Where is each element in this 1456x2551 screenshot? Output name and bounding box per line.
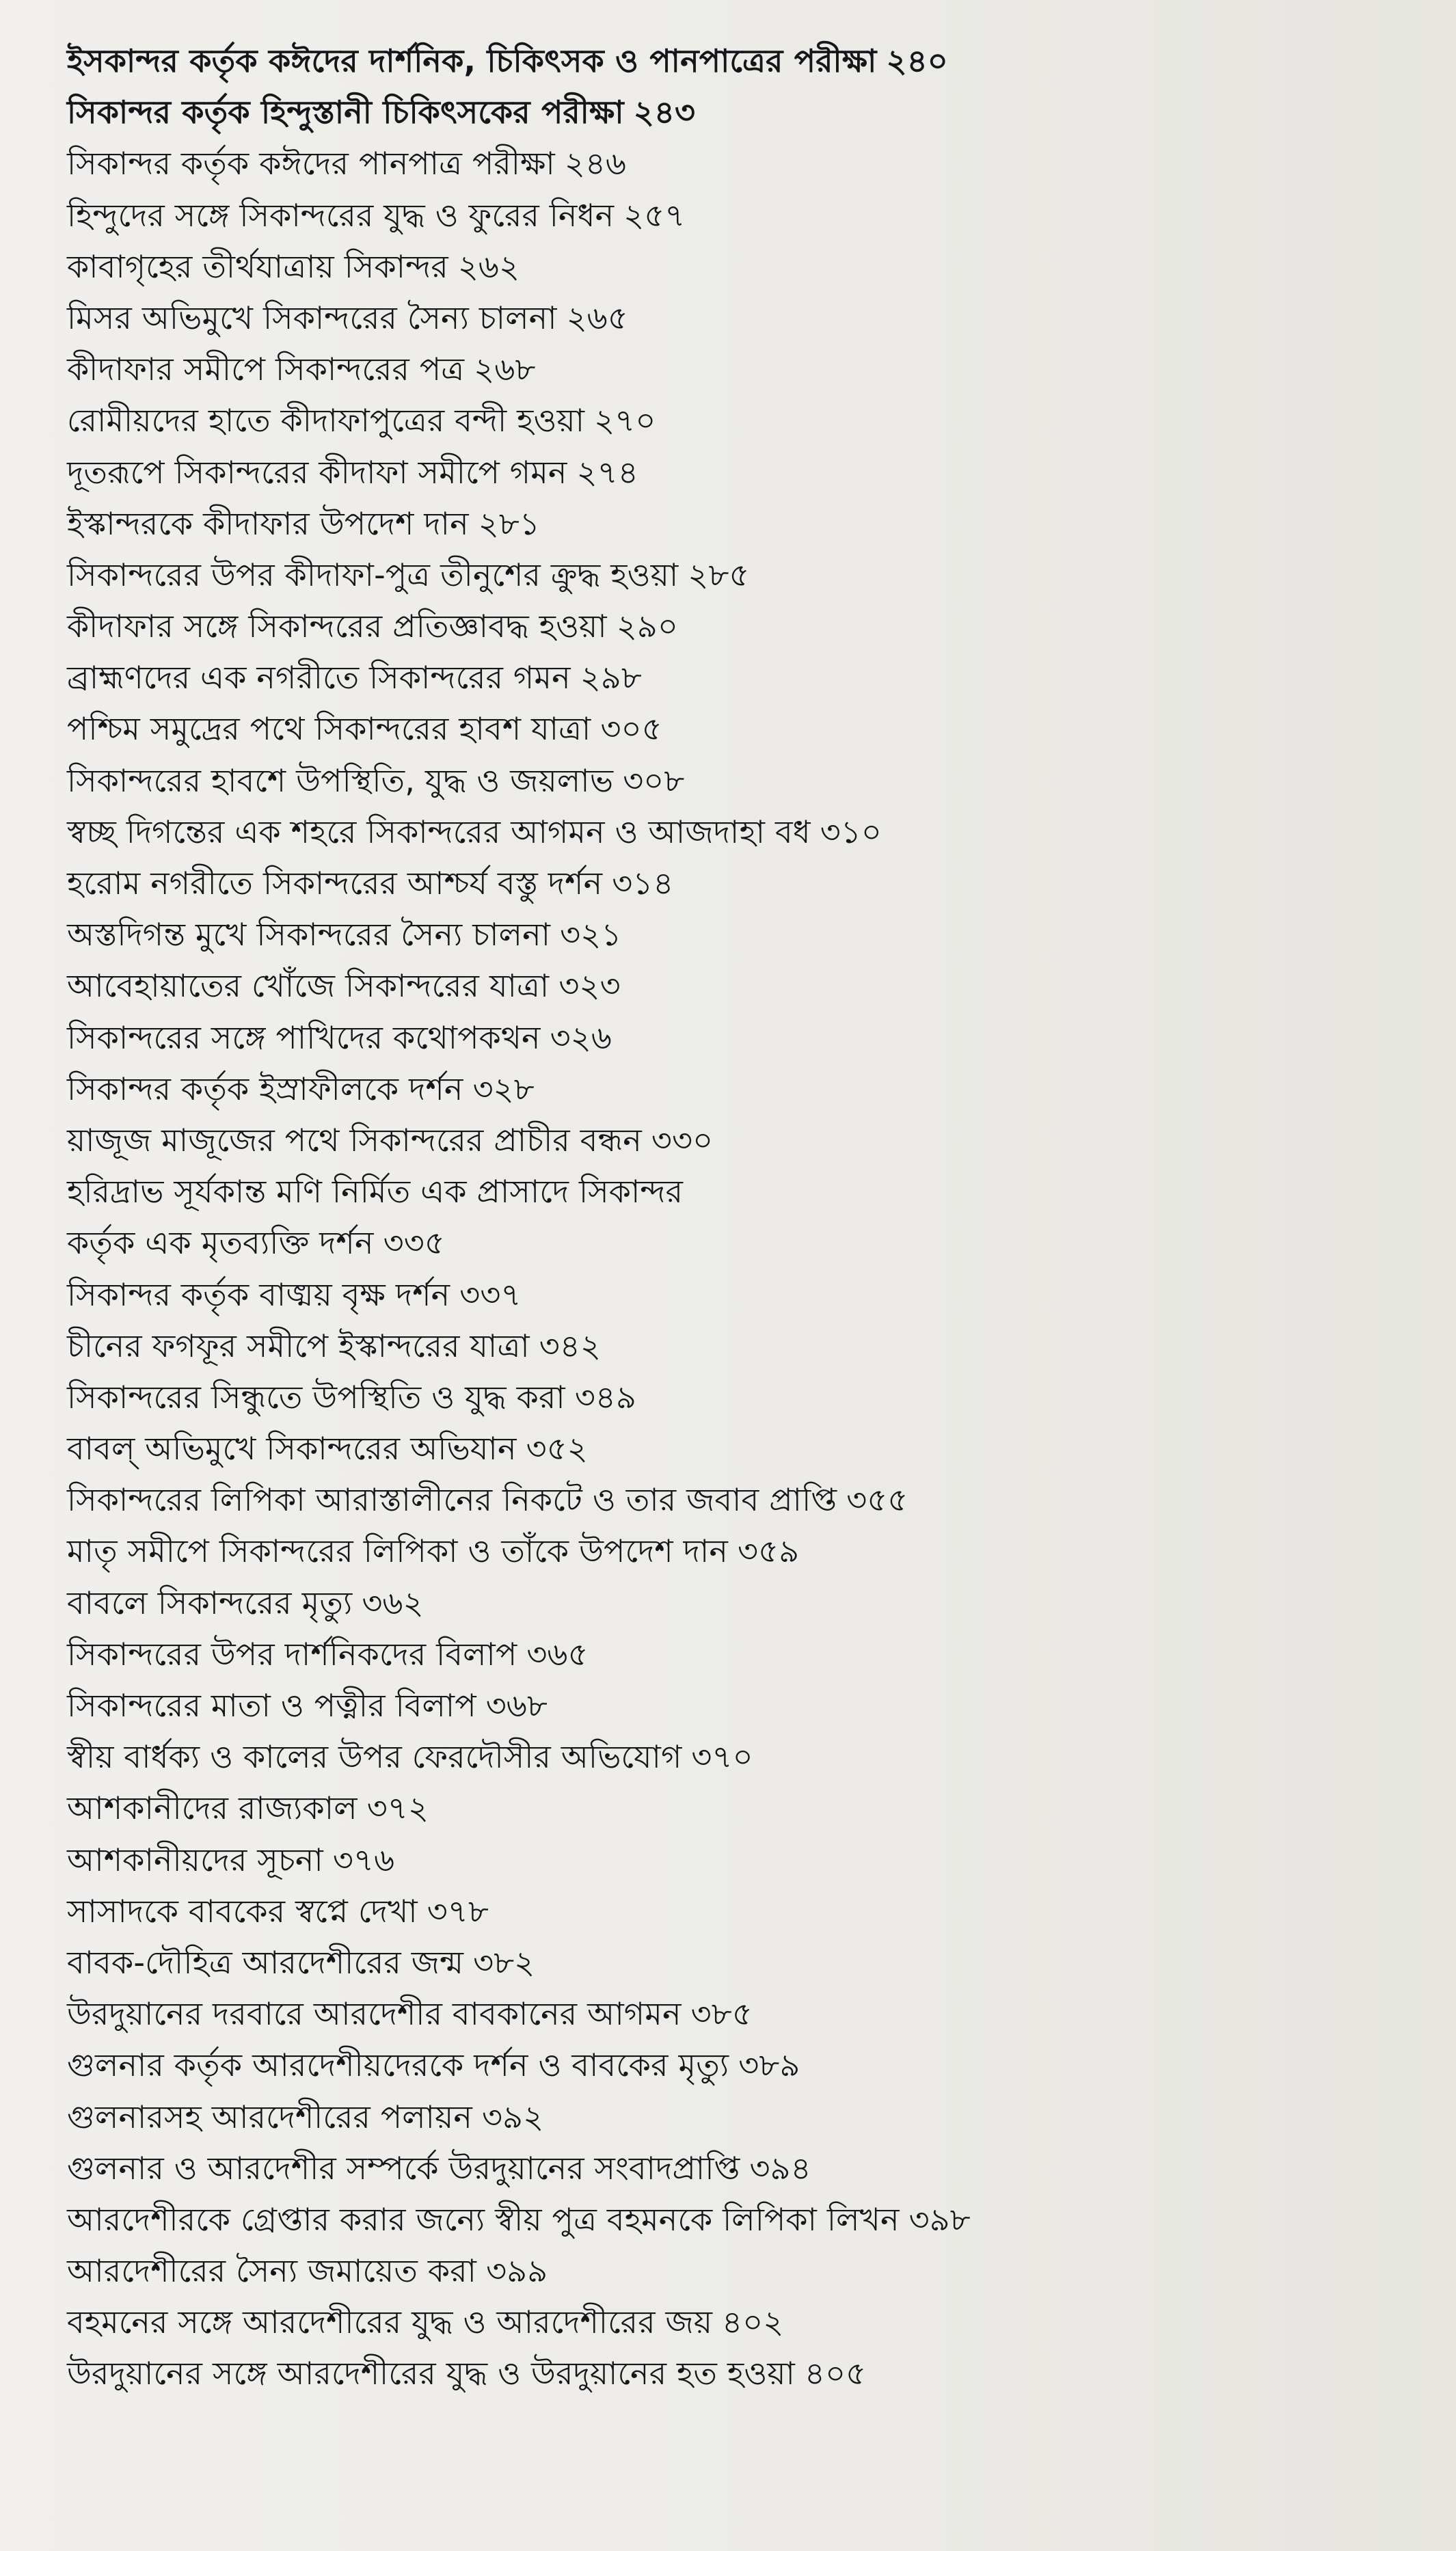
toc-entry: [67, 1269, 1434, 1321]
toc-entry-page-number: ৩৭০: [691, 1738, 753, 1776]
toc-entry-title: গুলনার কর্তৃক আরদেশীয়দেরকে দর্শন ও বাবকের মৃত্যু: [67, 2047, 729, 2084]
toc-entry-title: মিসর অভিমুখে সিকান্দরের সৈন্য চালনা: [67, 299, 557, 336]
toc-entry-page-number: ৩৯২: [482, 2098, 544, 2135]
toc-entry: [67, 190, 1434, 241]
toc-entry-title: দূতরূপে সিকান্দরের কীদাফা সমীপে গমন: [67, 453, 567, 491]
toc-entry-title: বাবলে সিকান্দরের মৃত্যু: [67, 1584, 353, 1621]
toc-entry-page-number: ৩৩৭: [459, 1276, 522, 1313]
toc-entry-page-number: ২৪৩: [633, 94, 696, 131]
toc-entry: [67, 293, 1434, 344]
toc-entry: [67, 1988, 1434, 2040]
toc-entry-title: পশ্চিম সমুদ্রের পথে সিকান্দরের হাবশ যাত্রা: [67, 710, 591, 748]
toc-entry-page-number: ৩২৬: [550, 1018, 612, 1056]
toc-entry: [67, 1166, 1434, 1217]
toc-entry: [67, 2297, 1434, 2348]
toc-entry-title: সিকান্দর কর্তৃক কঈদের পানপাত্র পরীক্ষা: [67, 145, 555, 183]
toc-entry-title: হিন্দুদের সঙ্গে সিকান্দরের যুদ্ধ ও ফুরের নিধন: [67, 196, 615, 234]
toc-entry: [67, 2040, 1434, 2091]
toc-entry: [67, 241, 1434, 293]
toc-entry-page-number: ২৪০: [886, 42, 948, 79]
toc-entry-page-number: ৩৪৯: [574, 1378, 637, 1416]
toc-entry: [67, 652, 1434, 703]
toc-entry-page-number: ৩৭৬: [332, 1841, 395, 1878]
toc-entry-title: বাবল্ অভিমুখে সিকান্দরের অভিযান: [67, 1430, 517, 1468]
toc-entry: [67, 1474, 1434, 1526]
toc-entry: [67, 755, 1434, 807]
toc-entry-title: হরিদ্রাভ সূর্যকান্ত মণি নির্মিত এক প্রাসাদে সিকান্দর: [67, 1173, 684, 1211]
toc-entry-page-number: ৩৫৯: [738, 1533, 800, 1570]
toc-entry-title: আরদেশীরের সৈন্য জমায়েত করা: [67, 2252, 477, 2290]
toc-entry: [67, 2143, 1434, 2194]
toc-entry-page-number: ৪০২: [722, 2304, 784, 2341]
toc-entry: [67, 447, 1434, 498]
toc-entry: [67, 1526, 1434, 1577]
toc-entry-title: সিকান্দরের উপর কীদাফা-পুত্র তীনুশের ক্রুদ্ধ হওয়া: [67, 556, 679, 593]
toc-entry-page-number: ২৮১: [478, 504, 540, 542]
toc-entry-page-number: ৩২৮: [472, 1070, 535, 1107]
toc-entry-title: রোমীয়দের হাতে কীদাফাপুত্রের বন্দী হওয়া: [67, 402, 585, 440]
toc-entry: [67, 1731, 1434, 1783]
toc-entry-title: কীদাফার সঙ্গে সিকান্দরের প্রতিজ্ঞাবদ্ধ হওয়া: [67, 608, 607, 645]
toc-entry: [67, 2194, 1434, 2245]
toc-entry-title: সিকান্দরের লিপিকা আরাস্তালীনের নিকটে ও তার জবাব প্রাপ্তি: [67, 1481, 837, 1519]
toc-entry: [67, 1937, 1434, 1988]
toc-entry-title: ইস্কান্দরকে কীদাফার উপদেশ দান: [67, 504, 469, 542]
toc-entry: [67, 1012, 1434, 1064]
toc-entry: [67, 909, 1434, 960]
toc-entry-title: সিকান্দর কর্তৃক ইস্রাফীলকে দর্শন: [67, 1070, 463, 1107]
toc-entry-title: স্বচ্ছ দিগন্তের এক শহরে সিকান্দরের আগমন ও আজদাহা বধ: [67, 813, 811, 850]
toc-entry-page-number: ৩৮২: [473, 1943, 535, 1981]
toc-entry: [67, 2245, 1434, 2297]
toc-entry-title: সিকান্দরের সঙ্গে পাখিদের কথোপকথন: [67, 1018, 541, 1056]
toc-entry-page-number: ৩৯৮: [908, 2200, 971, 2238]
toc-entry-page-number: ৩২৩: [558, 967, 621, 1005]
toc-entry-page-number: ৩৩০: [651, 1121, 714, 1159]
toc-entry: [67, 344, 1434, 395]
toc-entry-title: উরদুয়ানের সঙ্গে আরদেশীরের যুদ্ধ ও উরদুয়ানের হত হওয়া: [67, 2355, 796, 2392]
toc-entry-page-number: ৩৩৫: [383, 1224, 445, 1262]
toc-entry-title: সিকান্দরের উপর দার্শনিকদের বিলাপ: [67, 1635, 517, 1673]
toc-entry-title: সাসাদকে বাবকের স্বপ্নে দেখা: [67, 1892, 418, 1930]
toc-entry: [67, 1629, 1434, 1680]
toc-entry: [67, 807, 1434, 858]
toc-entry: [67, 858, 1434, 909]
toc-entry-page-number: ২৮৫: [688, 556, 750, 593]
toc-entry-title: কীদাফার সমীপে সিকান্দরের পত্র: [67, 351, 465, 388]
toc-entry-page-number: ৩৭৮: [427, 1892, 489, 1930]
toc-entry-title: বাবক-দৌহিত্র আরদেশীরের জন্ম: [67, 1943, 464, 1981]
toc-entry: [67, 1064, 1434, 1115]
toc-entry: [67, 36, 1434, 87]
toc-entry: [67, 138, 1434, 189]
toc-entry-page-number: ২৭০: [594, 402, 656, 440]
toc-entry: [67, 1372, 1434, 1423]
toc-entry-page-number: ৩৭২: [366, 1790, 429, 1827]
toc-entry-page-number: ৩১৪: [612, 865, 674, 902]
toc-entry-page-number: ৩৫৫: [846, 1481, 908, 1519]
toc-entry: [67, 1115, 1434, 1166]
toc-entry-page-number: ৩৬৫: [526, 1635, 589, 1673]
toc-entry-title: য়াজূজ মাজূজের পথে সিকান্দরের প্রাচীর বন্ধন: [67, 1121, 642, 1159]
toc-entry-title: সিকান্দর কর্তৃক বাঙ্ময় বৃক্ষ দর্শন: [67, 1276, 450, 1313]
toc-entry: [67, 1783, 1434, 1834]
toc-entry-title: সিকান্দরের মাতা ও পত্নীর বিলাপ: [67, 1687, 476, 1724]
toc-entry-page-number: ৩৫২: [526, 1430, 588, 1468]
toc-entry: [67, 1423, 1434, 1474]
toc-entry-title: বহমনের সঙ্গে আরদেশীরের যুদ্ধ ও আরদেশীরের জয়: [67, 2304, 713, 2341]
toc-entry-title: হরোম নগরীতে সিকান্দরের আশ্চর্য বস্তু দর্শন: [67, 865, 603, 902]
toc-entry: [67, 2092, 1434, 2143]
toc-entry: [67, 1680, 1434, 1731]
toc-entry-title: গুলনারসহ আরদেশীরের পলায়ন: [67, 2098, 473, 2135]
toc-entry-title: আবেহায়াতের খোঁজে সিকান্দরের যাত্রা: [67, 967, 550, 1005]
toc-entry: [67, 1578, 1434, 1629]
toc-entry-page-number: ৩০৮: [623, 761, 685, 799]
toc-entry: [67, 1835, 1434, 1886]
toc-entry-page-number: ৩৯৯: [486, 2252, 548, 2290]
toc-entry-page-number: ২৯০: [616, 608, 679, 645]
toc-entry-title: সিকান্দর কর্তৃক হিন্দুস্তানী চিকিৎসকের পরীক্ষা: [67, 94, 624, 131]
toc-entry-page-number: ৩৯৪: [749, 2149, 811, 2187]
toc-entry-page-number: ২৬৮: [474, 351, 536, 388]
toc-entry-page-number: ২৪৬: [564, 145, 627, 183]
toc-entry: [67, 498, 1434, 550]
toc-entry-page-number: ২৫৭: [623, 196, 686, 234]
toc-entry-page-number: ২৭৪: [576, 453, 638, 491]
toc-entry-page-number: ৩২১: [560, 916, 622, 954]
toc-entry-page-number: ৩৬২: [362, 1584, 424, 1621]
table-of-contents-list: [67, 36, 1434, 2400]
toc-entry-page-number: ৩৪২: [539, 1327, 602, 1364]
toc-entry-page-number: ২৬২: [457, 247, 520, 285]
toc-entry-page-number: ৩০৫: [600, 710, 662, 748]
toc-entry: [67, 1886, 1434, 1937]
toc-entry: [67, 703, 1434, 755]
toc-entry-title: উরদুয়ানের দরবারে আরদেশীর বাবকানের আগমন: [67, 1995, 682, 2033]
toc-entry-title: গুলনার ও আরদেশীর সম্পর্কে উরদুয়ানের সংবাদপ্রাপ্তি: [67, 2149, 740, 2187]
toc-entry: [67, 601, 1434, 652]
toc-entry-title: অস্তদিগন্ত মুখে সিকান্দরের সৈন্য চালনা: [67, 916, 551, 954]
toc-entry: [67, 550, 1434, 601]
toc-entry-title: সিকান্দরের সিন্ধুতে উপস্থিতি ও যুদ্ধ করা: [67, 1378, 565, 1416]
toc-entry-title: মাতৃ সমীপে সিকান্দরের লিপিকা ও তাঁকে উপদেশ দান: [67, 1533, 729, 1570]
toc-entry-title: স্বীয় বার্ধক্য ও কালের উপর ফেরদৌসীর অভিযোগ: [67, 1738, 682, 1776]
toc-entry-title: আশকানীদের রাজ্যকাল: [67, 1790, 358, 1827]
toc-entry-title: কাবাগৃহের তীর্থযাত্রায় সিকান্দর: [67, 247, 448, 285]
toc-entry-title: ব্রাহ্মণদের এক নগরীতে সিকান্দরের গমন: [67, 659, 571, 697]
toc-entry-title: সিকান্দরের হাবশে উপস্থিতি, যুদ্ধ ও জয়লাভ: [67, 761, 614, 799]
toc-entry-title: ইসকান্দর কর্তৃক কঈদের দার্শনিক, চিকিৎসক ও পানপাত্রের পরীক্ষা: [67, 42, 877, 79]
toc-entry-page-number: ৩১০: [820, 813, 882, 850]
toc-entry: [67, 1321, 1434, 1372]
toc-entry-page-number: ৩৮৫: [690, 1995, 753, 2033]
toc-entry: [67, 395, 1434, 446]
toc-entry: [67, 2348, 1434, 2399]
toc-entry-page-number: ২৯৮: [580, 659, 642, 697]
toc-entry: [67, 87, 1434, 138]
toc-entry-page-number: ৩৬৮: [485, 1687, 548, 1724]
toc-entry-title: কর্তৃক এক মৃতব্যক্তি দর্শন: [67, 1224, 374, 1262]
toc-entry-page-number: ৪০৫: [805, 2355, 867, 2392]
toc-entry: [67, 960, 1434, 1012]
toc-entry-title: আরদেশীরকে গ্রেপ্তার করার জন্যে স্বীয় পুত্র বহমনকে লিপিকা লিখন: [67, 2200, 900, 2238]
toc-entry: [67, 1217, 1434, 1269]
toc-entry-page-number: ২৬৫: [566, 299, 628, 336]
toc-entry-title: চীনের ফগফূর সমীপে ইস্কান্দরের যাত্রা: [67, 1327, 530, 1364]
toc-entry-page-number: ৩৮৯: [738, 2047, 800, 2084]
toc-entry-title: আশকানীয়দের সূচনা: [67, 1841, 323, 1878]
